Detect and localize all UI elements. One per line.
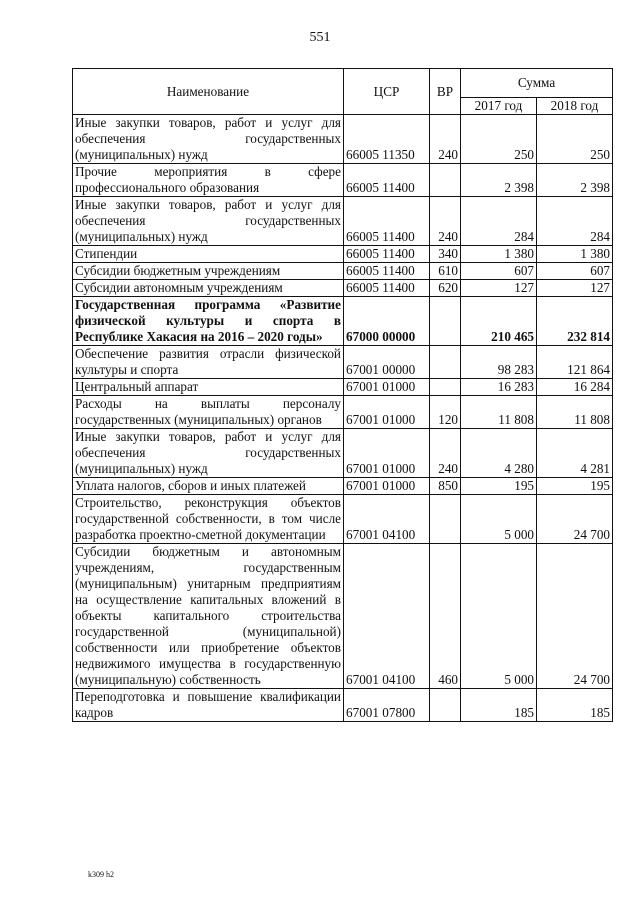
row-vr: [430, 379, 461, 396]
row-amount-2017: 1 380: [461, 246, 537, 263]
row-name: Центральный аппарат: [73, 379, 344, 396]
row-csr: 67001 07800: [344, 689, 430, 722]
row-vr: 240: [430, 197, 461, 246]
header-csr: ЦСР: [344, 69, 430, 115]
row-amount-2018: 127: [537, 280, 613, 297]
table-row: [73, 346, 613, 379]
row-vr: [430, 297, 461, 346]
row-amount-2017: 11 808: [461, 396, 537, 429]
row-csr: 66005 11400: [344, 263, 430, 280]
row-vr: [430, 346, 461, 379]
row-amount-2018: 2 398: [537, 164, 613, 197]
table-row: [73, 297, 613, 346]
row-vr: [430, 689, 461, 722]
row-amount-2017: 4 280: [461, 429, 537, 478]
row-name: Субсидии бюджетным и автономным учреждениям, государственным (муниципальным) унитарным предприятиям на осуществление капитальных вложений в объекты капитального строительства государственной (муниципальной) собственности или приобретение объектов недвижимого имущества в государственную (муниципальную) собственность: [73, 544, 344, 689]
header-year-2017: 2017 год: [461, 98, 537, 115]
table-row: [73, 263, 613, 280]
row-name: Обеспечение развития отрасли физической культуры и спорта: [73, 346, 344, 379]
row-csr: 67001 01000: [344, 478, 430, 495]
row-name: Расходы на выплаты персоналу государственных (муниципальных) органов: [73, 396, 344, 429]
row-csr: 67001 04100: [344, 495, 430, 544]
row-csr: 67001 04100: [344, 544, 430, 689]
footer-code: k309 h2: [88, 870, 114, 879]
row-csr: 67001 00000: [344, 346, 430, 379]
row-csr: 67000 00000: [344, 297, 430, 346]
row-vr: 120: [430, 396, 461, 429]
row-name: Прочие мероприятия в сфере профессионального образования: [73, 164, 344, 197]
row-name: Субсидии бюджетным учреждениям: [73, 263, 344, 280]
row-name: Государственная программа «Развитие физической культуры и спорта в Республике Хакасия на 2016 – 2020 годы»: [73, 297, 344, 346]
row-amount-2018: 16 284: [537, 379, 613, 396]
row-csr: 66005 11350: [344, 115, 430, 164]
row-name: Строительство, реконструкция объектов государственной собственности, в том числе разработка проектно-сметной документации: [73, 495, 344, 544]
row-amount-2018: 24 700: [537, 495, 613, 544]
header-sum: Сумма: [461, 69, 613, 98]
page-number: 551: [309, 30, 331, 45]
row-vr: 340: [430, 246, 461, 263]
table-row: [73, 246, 613, 263]
row-name: Иные закупки товаров, работ и услуг для обеспечения государственных (муниципальных) нужд: [73, 115, 344, 164]
row-vr: [430, 164, 461, 197]
row-amount-2018: 121 864: [537, 346, 613, 379]
row-vr: 620: [430, 280, 461, 297]
table-row: [73, 280, 613, 297]
row-amount-2018: 1 380: [537, 246, 613, 263]
row-csr: 66005 11400: [344, 246, 430, 263]
header-vr: ВР: [430, 69, 461, 115]
row-amount-2018: 232 814: [537, 297, 613, 346]
row-amount-2017: 98 283: [461, 346, 537, 379]
row-vr: 610: [430, 263, 461, 280]
row-amount-2018: 4 281: [537, 429, 613, 478]
row-csr: 66005 11400: [344, 197, 430, 246]
row-name: Иные закупки товаров, работ и услуг для обеспечения государственных (муниципальных) нужд: [73, 429, 344, 478]
row-amount-2018: 250: [537, 115, 613, 164]
row-vr: [430, 495, 461, 544]
table-row: [73, 544, 613, 689]
table-row: [73, 379, 613, 396]
header-year-2018: 2018 год: [537, 98, 613, 115]
row-csr: 67001 01000: [344, 396, 430, 429]
row-name: Переподготовка и повышение квалификации кадров: [73, 689, 344, 722]
row-amount-2017: 250: [461, 115, 537, 164]
table-row: [73, 429, 613, 478]
row-amount-2017: 195: [461, 478, 537, 495]
header-name: Наименование: [73, 69, 344, 115]
row-vr: 460: [430, 544, 461, 689]
row-amount-2018: 284: [537, 197, 613, 246]
row-amount-2017: 607: [461, 263, 537, 280]
table-row: [73, 495, 613, 544]
table-row: [73, 164, 613, 197]
row-vr: 240: [430, 115, 461, 164]
row-vr: 240: [430, 429, 461, 478]
row-amount-2017: 16 283: [461, 379, 537, 396]
table-header: [73, 69, 613, 115]
table-row: [73, 689, 613, 722]
row-csr: 67001 01000: [344, 379, 430, 396]
table-row: [73, 115, 613, 164]
table-row: [73, 396, 613, 429]
row-amount-2017: 127: [461, 280, 537, 297]
table-row: [73, 197, 613, 246]
row-amount-2017: 2 398: [461, 164, 537, 197]
row-amount-2018: 24 700: [537, 544, 613, 689]
row-csr: 66005 11400: [344, 164, 430, 197]
row-name: Уплата налогов, сборов и иных платежей: [73, 478, 344, 495]
row-csr: 67001 01000: [344, 429, 430, 478]
table-row: [73, 478, 613, 495]
row-name: Субсидии автономным учреждениям: [73, 280, 344, 297]
row-amount-2018: 195: [537, 478, 613, 495]
row-amount-2017: 284: [461, 197, 537, 246]
row-amount-2017: 5 000: [461, 495, 537, 544]
row-name: Стипендии: [73, 246, 344, 263]
table-body: [73, 115, 613, 722]
row-amount-2018: 607: [537, 263, 613, 280]
row-csr: 66005 11400: [344, 280, 430, 297]
row-amount-2018: 11 808: [537, 396, 613, 429]
row-vr: 850: [430, 478, 461, 495]
row-amount-2017: 210 465: [461, 297, 537, 346]
row-amount-2018: 185: [537, 689, 613, 722]
row-amount-2017: 185: [461, 689, 537, 722]
row-name: Иные закупки товаров, работ и услуг для обеспечения государственных (муниципальных) нужд: [73, 197, 344, 246]
row-amount-2017: 5 000: [461, 544, 537, 689]
budget-table: [72, 68, 613, 722]
